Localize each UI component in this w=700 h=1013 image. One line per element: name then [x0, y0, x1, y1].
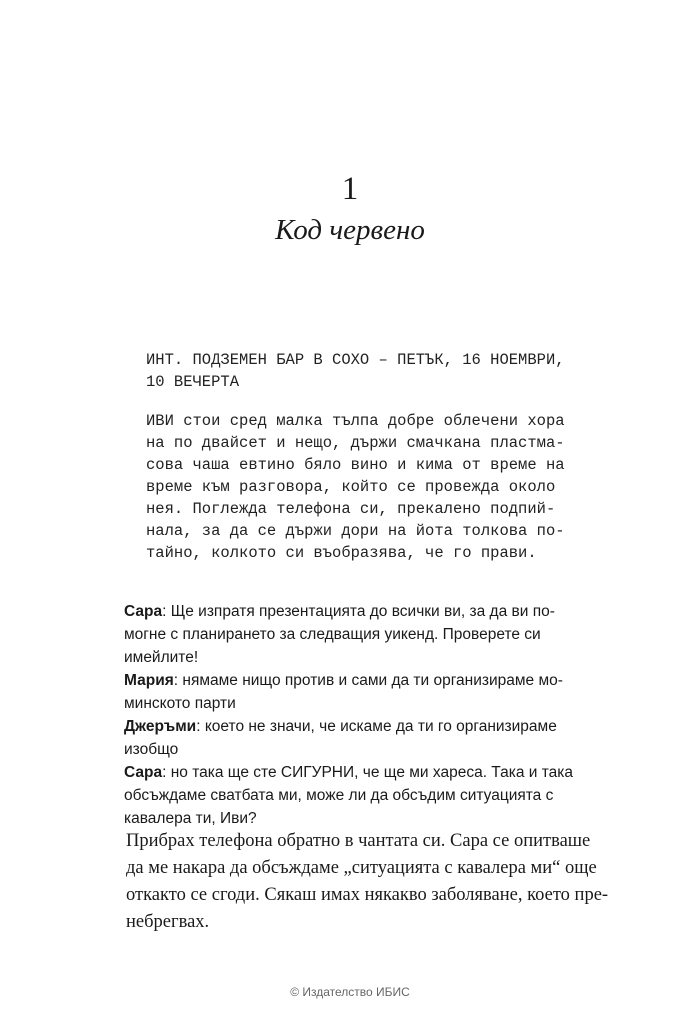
- chat-line: [124, 739, 178, 761]
- scene-heading-line: ИНТ. ПОДЗЕМЕН БАР В СОХО – ПЕТЪК, 16 НОЕМВРИ,: [146, 351, 565, 369]
- publisher-footer: © Издателство ИБИС: [290, 985, 410, 999]
- chat-speaker: Мария: [124, 672, 174, 689]
- chat-line: [124, 785, 553, 807]
- chat-line: [124, 647, 198, 669]
- chat-text: кавалера ти, Иви?: [124, 810, 257, 827]
- chat-text: : Ще изпратя презентацията до всички ви, за да ви по-: [162, 603, 555, 620]
- chat-text: изобщо: [124, 741, 179, 758]
- chat-line: [124, 670, 563, 692]
- scene-heading-line: 10 ВЕЧЕРТА: [146, 373, 240, 391]
- chat-text: : което не значи, че искаме да ти го организираме: [196, 718, 557, 735]
- chat-line: [124, 624, 541, 646]
- chat-line: [124, 716, 557, 738]
- action-line: тайно, колкото си въобразява, че го прави.: [146, 544, 537, 562]
- chat-speaker: Джеръми: [124, 718, 197, 735]
- action-line: сова чаша евтино бяло вино и кима от време на: [146, 456, 565, 474]
- prose-line: Прибрах телефона обратно в чантата си. Сара се опитваше: [126, 831, 591, 851]
- chat-text: обсъждаме сватбата ми, може ли да обсъдим ситуацията с: [124, 787, 554, 804]
- chapter-number: 1: [341, 171, 359, 207]
- prose-line: откакто се сгоди. Сякаш имах някакво заболяване, което пре-: [126, 885, 609, 905]
- chat-line: [124, 693, 236, 715]
- chat-text: имейлите!: [124, 649, 199, 666]
- chat-speaker: Сара: [124, 603, 163, 620]
- action-line: нала, за да се държи дори на йота толкова по-: [146, 522, 565, 540]
- prose-line: да ме накара да обсъждаме „ситуацията с кавалера ми“ още: [126, 858, 597, 878]
- prose-line: небрегвах.: [126, 912, 210, 932]
- chat-text: : но така ще сте СИГУРНИ, че ще ми хареса. Така и така: [162, 764, 573, 781]
- chat-text: минското парти: [124, 695, 236, 712]
- chat-text: : нямаме нищо против и сами да ти организираме мо-: [173, 672, 563, 689]
- chat-line: [124, 601, 555, 623]
- chapter-title: Код червено: [275, 214, 425, 246]
- action-line: нея. Поглежда телефона си, прекалено подпий-: [146, 500, 556, 518]
- chat-line: [124, 762, 573, 784]
- action-line: време към разговора, който се провежда около: [146, 478, 556, 496]
- chat-line: [124, 808, 257, 830]
- action-line: ИВИ стои сред малка тълпа добре облечени хора: [146, 412, 565, 430]
- action-line: на по двайсет и нещо, държи смачкана пластма-: [146, 434, 565, 452]
- chat-speaker: Сара: [124, 764, 163, 781]
- chat-text: могне с планирането за следващия уикенд. Проверете си: [124, 626, 541, 643]
